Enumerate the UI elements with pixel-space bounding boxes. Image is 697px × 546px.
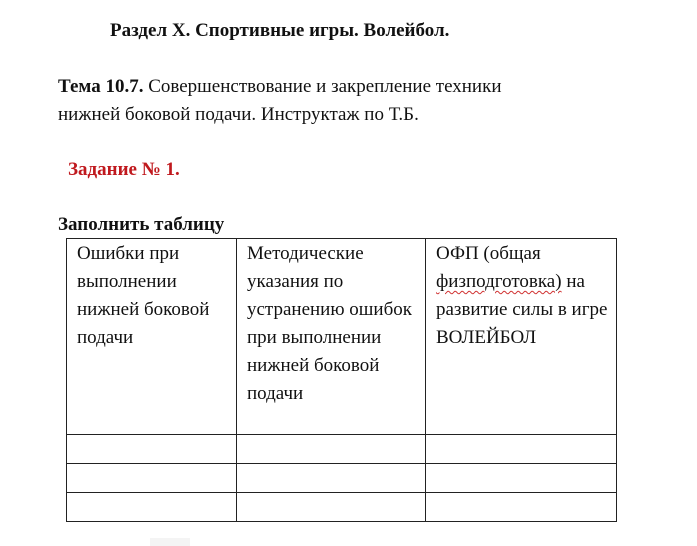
table-cell[interactable]: [426, 493, 617, 522]
topic-text-line-2: нижней боковой подачи. Инструктаж по Т.Б.: [58, 104, 419, 125]
header-method-guidelines: Методические указания по устранению ошибок при выполнении нижней боковой подачи: [237, 239, 426, 435]
section-title: Раздел X. Спортивные игры. Волейбол.: [110, 20, 450, 41]
table-cell[interactable]: [426, 435, 617, 464]
table-cell[interactable]: [67, 464, 237, 493]
header-errors: Ошибки при выполнении нижней боковой подачи: [67, 239, 237, 435]
topic-text-line-1: Совершенствование и закрепление техники: [143, 76, 502, 97]
header-ofp-prefix: ОФП (общая: [436, 243, 541, 264]
header-ofp: [426, 239, 617, 435]
task-heading: Задание № 1.: [68, 159, 180, 180]
table-cell[interactable]: [67, 493, 237, 522]
answer-table: [66, 238, 617, 522]
topic-label: Тема 10.7.: [58, 76, 144, 97]
page-edge-mark: [150, 538, 190, 546]
table-cell[interactable]: [237, 435, 426, 464]
table-row: [67, 435, 617, 464]
header-ofp-underlined: физподготовка): [436, 271, 562, 292]
instruction-text: Заполнить таблицу: [58, 214, 225, 235]
table-cell[interactable]: [426, 464, 617, 493]
table-cell[interactable]: [237, 493, 426, 522]
table-cell[interactable]: [67, 435, 237, 464]
table-row: [67, 493, 617, 522]
header-ofp-suffix: на развитие силы в игре ВОЛЕЙБОЛ: [436, 271, 608, 348]
table-header-row: [67, 239, 617, 435]
table-row: [67, 464, 617, 493]
topic-paragraph: [58, 73, 618, 129]
table-cell[interactable]: [237, 464, 426, 493]
